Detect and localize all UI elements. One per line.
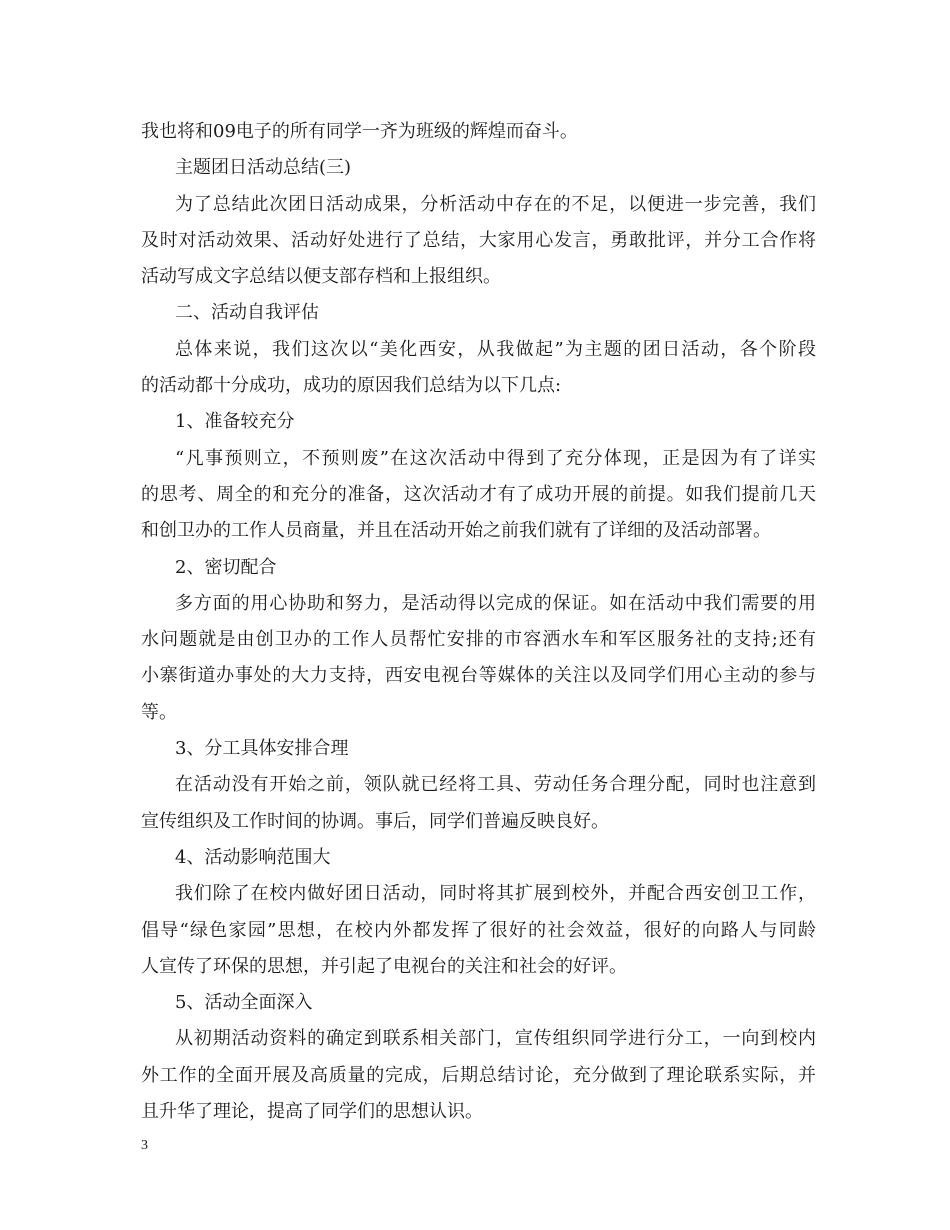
text-line: 水问题就是由创卫办的工作人员帮忙安排的市容洒水车和军区服务社的支持;还有 [141,629,816,651]
text-line: 的思考、周全的和充分的准备，这次活动才有了成功开展的前提。如我们提前几天 [141,483,816,505]
text-line: 多方面的用心协助和努力，是活动得以完成的保证。如在活动中我们需要的用 [175,592,816,614]
text-line: 从初期活动资料的确定到联系相关部门，宣传组织同学进行分工，一向到校内 [175,1028,816,1050]
text-line: 小寨街道办事处的大力支持，西安电视台等媒体的关注以及同学们用心主动的参与 [141,665,816,687]
page-number: 3 [141,1138,148,1153]
text-line: 等。 [141,701,177,723]
text-line: 及时对活动效果、活动好处进行了总结，大家用心发言，勇敢批评，并分工合作将 [141,229,816,251]
text-line: 活动写成文字总结以便支部存档和上报组织。 [141,266,501,288]
text-line: 倡导“绿色家园”思想，在校内外都发挥了很好的社会效益，很好的向路人与同龄 [141,919,816,941]
list-heading: 3、分工具体安排合理 [175,738,349,760]
section-title: 主题团日活动总结(三) [175,157,352,179]
list-heading: 5、活动全面深入 [175,992,313,1014]
list-heading: 4、活动影响范围大 [175,846,331,868]
text-line: 我们除了在校内做好团日活动，同时将其扩展到校外，并配合西安创卫工作， [175,883,816,905]
text-line: 总体来说，我们这次以“美化西安，从我做起”为主题的团日活动，各个阶段 [175,338,816,360]
text-line: 宣传组织及工作时间的协调。事后，同学们普遍反映良好。 [141,810,609,832]
text-line: 外工作的全面开展及高质量的完成，后期总结讨论，充分做到了理论联系实际，并 [141,1064,816,1086]
text-line: 为了总结此次团日活动成果，分析活动中存在的不足，以便进一步完善，我们 [175,193,816,215]
document-body [141,114,816,1130]
list-heading: 2、密切配合 [175,556,277,578]
section-heading: 二、活动自我评估 [175,302,319,324]
list-heading: 1、准备较充分 [175,411,295,433]
text-line: “凡事预则立，不预则废”在这次活动中得到了充分体现，正是因为有了详实 [175,447,816,469]
text-line: 且升华了理论，提高了同学们的思想认识。 [141,1101,483,1123]
text-line: 的活动都十分成功，成功的原因我们总结为以下几点: [141,375,562,397]
text-line: 我也将和09电子的所有同学一齐为班级的辉煌而奋斗。 [141,121,578,142]
text-line: 在活动没有开始之前，领队就已经将工具、劳动任务合理分配，同时也注意到 [175,774,816,796]
text-line: 人宣传了环保的思想，并引起了电视台的关注和社会的好评。 [141,955,627,977]
text-line: 和创卫办的工作人员商量，并且在活动开始之前我们就有了详细的及活动部署。 [141,520,771,542]
